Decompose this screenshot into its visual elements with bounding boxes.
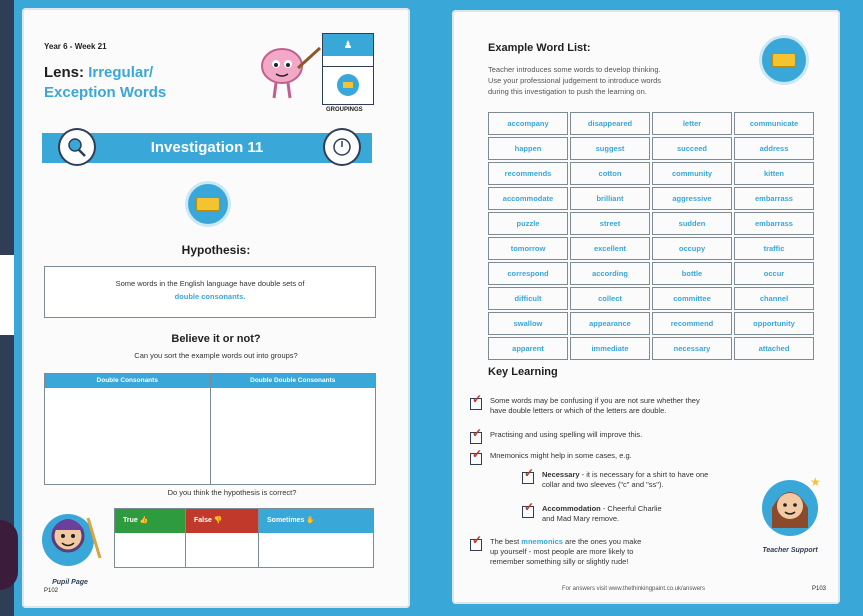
word-cell: immediate [570, 337, 650, 360]
word-row [488, 312, 814, 335]
timer-icon [325, 130, 359, 164]
word-cell: aggressive [652, 187, 732, 210]
word-cell: channel [734, 287, 814, 310]
kl-item-4-line3: remember something silly or slightly rude! [490, 557, 629, 566]
word-cell: attached [734, 337, 814, 360]
checkbox-icon [470, 453, 482, 465]
word-cell: swallow [488, 312, 568, 335]
person-icon: ♟ [323, 34, 373, 56]
sort-header-1: Double Consonants [45, 374, 210, 388]
intro-line-1: Teacher introduces some words to develop thinking. [488, 65, 661, 74]
word-cell: sudden [652, 212, 732, 235]
checkbox-icon [522, 506, 534, 518]
intro-text [488, 64, 768, 97]
pupil-page [22, 8, 410, 608]
word-row [488, 137, 814, 160]
kl-item-2 [490, 430, 790, 440]
answer-false[interactable] [186, 509, 259, 567]
sort-header-2: Double Double Consonants [211, 374, 376, 388]
kl-item-4 [490, 537, 730, 567]
kl-item-1-line1: Some words may be confusing if you are not sure whether they [490, 396, 700, 405]
groupings-circle-icon [337, 74, 359, 96]
word-cell: opportunity [734, 312, 814, 335]
word-cell: street [570, 212, 650, 235]
edge-widget [0, 255, 14, 335]
sort-column-2[interactable] [211, 374, 376, 484]
hypothesis-heading: Hypothesis: [181, 243, 251, 257]
word-cell: apparent [488, 337, 568, 360]
pupil-page-label: Pupil Page [52, 579, 88, 586]
word-grid [486, 110, 816, 362]
intro-line-3: during this investigation to push the learning on. [488, 87, 647, 96]
teacher-page [452, 10, 840, 604]
word-cell: correspond [488, 262, 568, 285]
right-page-number: P103 [812, 586, 827, 592]
left-page-number: P102 [44, 588, 59, 594]
word-cell: necessary [652, 337, 732, 360]
word-cell: happen [488, 137, 568, 160]
believe-subtitle: Can you sort the example words out into groups? [134, 351, 298, 360]
teacher-mascot-icon [752, 472, 828, 562]
answer-true[interactable] [115, 509, 186, 567]
kl-item-1 [490, 396, 790, 416]
word-row [488, 112, 814, 135]
teacher-support-label: Teacher Support [762, 547, 818, 554]
word-cell: community [652, 162, 732, 185]
lens-prefix: Lens: [44, 64, 85, 81]
groupings-label: GROUPINGS [326, 107, 363, 113]
sort-table [44, 373, 376, 485]
word-row [488, 287, 814, 310]
intro-line-2: Use your professional judgement to introduce words [488, 76, 662, 85]
word-cell: recommend [652, 312, 732, 335]
word-cell: accompany [488, 112, 568, 135]
kl-item-4-line2: up yourself - most people are more likely to [490, 547, 634, 556]
word-row [488, 212, 814, 235]
kl-sub-1-rest: - it is necessary for a shirt to have one [579, 470, 709, 479]
word-cell: embarrass [734, 187, 814, 210]
groupings-box [322, 33, 374, 105]
chip-icon [188, 184, 228, 224]
question-text: Do you think the hypothesis is correct? [167, 488, 297, 497]
word-cell: kitten [734, 162, 814, 185]
investigation-title: Investigation 11 [150, 139, 264, 156]
hypothesis-highlight: double consonants. [174, 292, 246, 301]
kl-item-4-pre: The best [490, 537, 522, 546]
groupings-symbol [323, 67, 373, 103]
kl-item-1-line2: have double letters or which of the letters are double. [490, 406, 667, 415]
kl-item-4-term: mnemonics [521, 537, 563, 546]
checkbox-icon [470, 398, 482, 410]
key-learning-heading: Key Learning [488, 366, 558, 378]
hypothesis-box [44, 266, 376, 318]
answer-table [114, 508, 374, 568]
kl-sub-1-line2: collar and two sleeves ("c" and "ss"). [542, 480, 664, 489]
sort-column-1[interactable] [45, 374, 211, 484]
word-cell: embarrass [734, 212, 814, 235]
answer-sometimes[interactable] [259, 509, 373, 567]
word-cell: communicate [734, 112, 814, 135]
word-cell: brilliant [570, 187, 650, 210]
word-row [488, 237, 814, 260]
word-cell: appearance [570, 312, 650, 335]
footer-answers-link[interactable]: For answers visit www.thethinkingpaint.co.uk/answers [562, 586, 706, 592]
kl-sub-2-line2: and Mad Mary remove. [542, 514, 620, 523]
answer-false-label: False 👎 [186, 509, 258, 533]
word-row [488, 162, 814, 185]
word-cell: traffic [734, 237, 814, 260]
word-cell: occur [734, 262, 814, 285]
word-cell: occupy [652, 237, 732, 260]
kl-sub-2 [542, 504, 742, 524]
lens-title [44, 63, 166, 103]
hypothesis-text: Some words in the English language have double sets of [115, 279, 305, 288]
lens-title-line1: Irregular/ [88, 64, 154, 81]
word-cell: tomorrow [488, 237, 568, 260]
kl-item-3 [490, 451, 790, 461]
answer-true-label: True 👍 [115, 509, 185, 533]
lens-title-line2: Exception Words [44, 84, 167, 101]
kl-sub-2-term: Accommodation [542, 504, 601, 513]
word-cell: cotton [570, 162, 650, 185]
word-cell: difficult [488, 287, 568, 310]
chip-icon-right [762, 38, 806, 82]
groupings-divider [323, 56, 373, 67]
kl-item-4-post: are the ones you make [562, 537, 642, 546]
kl-item-2-line1: Practising and using spelling will improve this. [490, 430, 643, 439]
word-cell: puzzle [488, 212, 568, 235]
word-row [488, 262, 814, 285]
word-cell: address [734, 137, 814, 160]
checkbox-icon [470, 539, 482, 551]
word-cell: succeed [652, 137, 732, 160]
word-cell: according [570, 262, 650, 285]
word-cell: suggest [570, 137, 650, 160]
word-cell: committee [652, 287, 732, 310]
kl-sub-1-term: Necessary [542, 470, 580, 479]
word-cell: disappeared [570, 112, 650, 135]
word-row [488, 187, 814, 210]
example-heading: Example Word List: [488, 42, 591, 54]
word-cell: accommodate [488, 187, 568, 210]
believe-heading: Believe it or not? [171, 333, 261, 345]
word-cell: collect [570, 287, 650, 310]
checkbox-icon [522, 472, 534, 484]
year-week-label: Year 6 - Week 21 [44, 42, 107, 51]
answer-sometimes-label: Sometimes ✋ [259, 509, 373, 533]
magnifier-icon [60, 130, 94, 164]
kl-item-3-line1: Mnemonics might help in some cases, e.g. [490, 451, 632, 460]
word-row [488, 337, 814, 360]
corner-blob [0, 520, 18, 590]
pupil-mascot-icon [34, 508, 106, 588]
kl-sub-2-rest: - Cheerful Charlie [600, 504, 662, 513]
word-cell: letter [652, 112, 732, 135]
word-cell: bottle [652, 262, 732, 285]
checkbox-icon [470, 432, 482, 444]
word-cell: excellent [570, 237, 650, 260]
brain-mascot-icon [254, 38, 322, 106]
word-cell: recommends [488, 162, 568, 185]
svg-text:★: ★ [810, 475, 821, 489]
